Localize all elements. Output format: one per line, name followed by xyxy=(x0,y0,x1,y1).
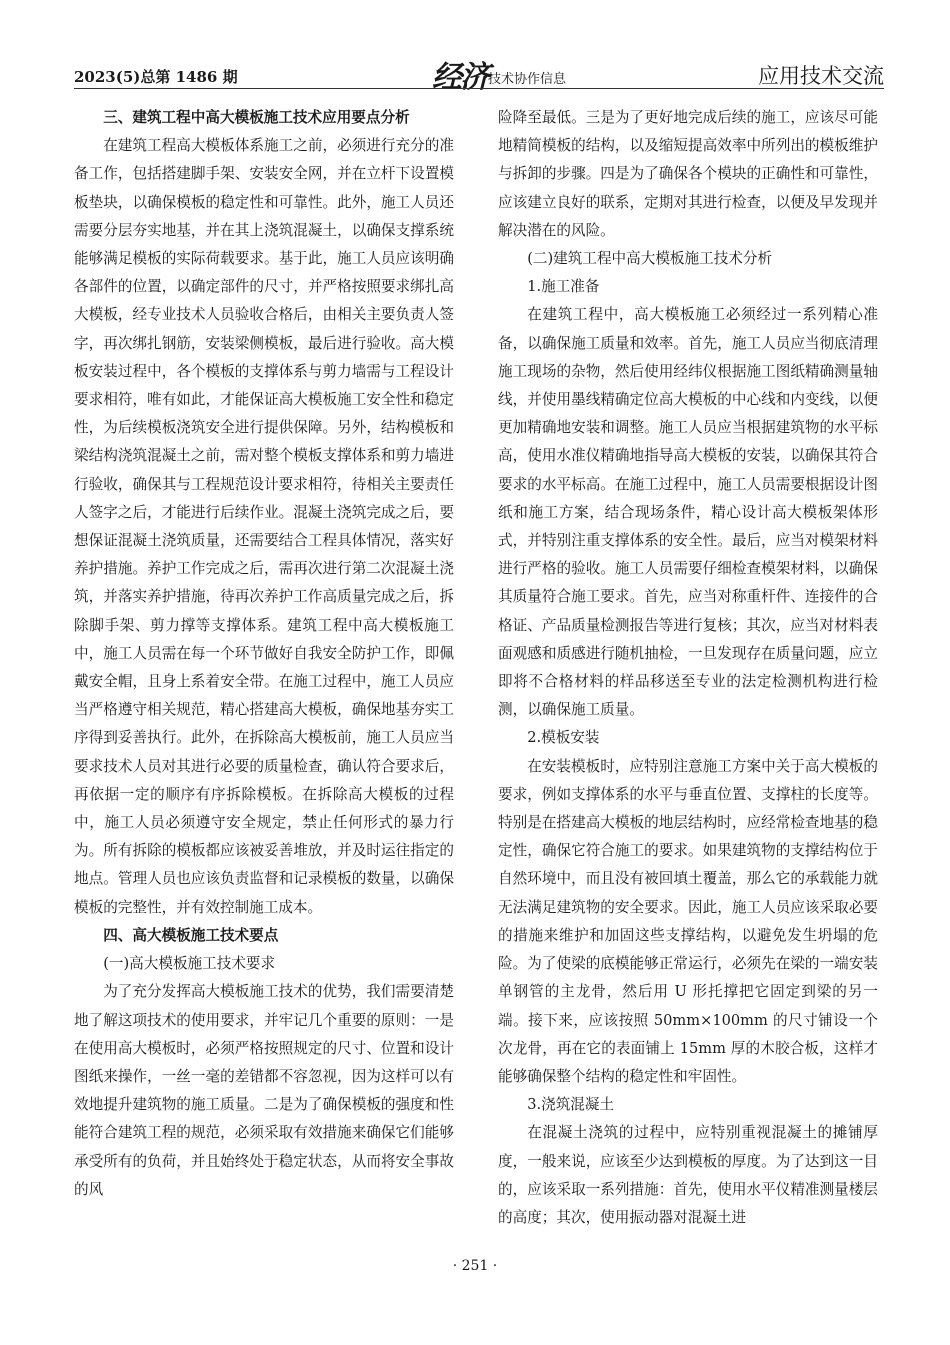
journal-name: 技术协作信息 xyxy=(488,72,567,87)
subsection-title: 1.施工准备 xyxy=(527,278,600,296)
subsection-title: 3.浇筑混凝土 xyxy=(527,1096,615,1114)
paragraph: 在建筑工程中，高大模板施工必须经过一系列精心准备，以确保施工质量和效率。首先，施工人员应当彻底清理施工现场的杂物，然后使用经纬仪根据施工图纸精确测量轴线，并使用墨线精确定位高大模板的中心线和内变线，以便更加精确地安装和调整。施工人员应当根据建筑物的水平标高，使用水准仪精确地指导高大模板的安装，以确保其符合要求的水平标高。在施工过程中，施工人员需要根据设计图纸和施工方案，结合现场条件，精心设计高大模板架体形式，并特别注重支撑体系的安全性。最后，应当对模架材料进行严格的验收。施工人员需要仔细检查模架材料，以确保其质量符合施工要求。首先，应当对称重杆件、连接件的合格证、产品质量检测报告等进行复核；其次，应当对材料表面观感和质感进行随机抽检，一旦发现存在质量问题，应立即将不合格材料的样品移送至专业的法定检测机构进行检测，以确保施工质量。 xyxy=(498,306,878,719)
paragraph: 在建筑工程高大模板体系施工之前，必须进行充分的准备工作，包括搭建脚手架、安装安全网，并在立杆下设置模板垫块，以确保模板的稳定性和可靠性。此外，施工人员还需要分层夯实地基，并在其上浇筑混凝土，以确保支撑系统能够满足模板的实际荷载要求。基于此，施工人员应该明确各部件的位置，以确定部件的尺寸，并严格按照要求绑扎高大模板，经专业技术人员验收合格后，由相关主要负责人签字，再次绑扎钢筋，安装梁侧模板，最后进行验收。高大模板安装过程中，各个模板的支撑体系与剪力墙需与工程设计要求相符，唯有如此，才能保证高大模板施工安全性和稳定性，为后续模板浇筑安全进行提供保障。另外，结构模板和梁结构浇筑混凝土之前，需对整个模板支撑体系和剪力墙进行验收，确保其与工程规范设计要求相符，待相关主要责任人签字之后，才能进行后续作业。混凝土浇筑完成之后，要想保证混凝土浇筑质量，还需要结合工程具体情况，落实好养护措施。养护工作完成之后，需再次进行第二次混凝土浇筑，并落实养护措施，待再次养护工作高质量完成之后，拆除脚手架、剪力撑等支撑体系。建筑工程中高大模板施工中，施工人员需在每一个环节做好自我安全防护工作，即佩戴安全帽，且身上系着安全带。在施工过程中，施工人员应当严格遵守相关规范，精心搭建高大模板，确保地基夯实工序得到妥善执行。此外，在拆除高大模板前，施工人员应当要求技术人员对其进行必要的质量检查，确认符合要求后，再依据一定的顺序有序拆除模板。在拆除高大模板的过程中，施工人员必须遵守安全规定，禁止任何形式的暴力行为。所有拆除的模板都应该被妥善堆放，并及时运往指定的地点。管理人员也应该负责监督和记录模板的数量，以确保模板的完整性，并有效控制施工成本。 xyxy=(74,137,454,916)
right-column xyxy=(498,104,878,1232)
journal-logo: 经济 xyxy=(432,60,488,95)
paragraph: 在混凝土浇筑的过程中，应特别重视混凝土的摊铺厚度，一般来说，应该至少达到模板的厚度。为了达到这一目的，应该采取一系列措施：首先，使用水平仪精准测量楼层的高度；其次，使用振动器对混凝土进 xyxy=(498,1124,878,1226)
paragraph: 险降至最低。三是为了更好地完成后续的施工，应该尽可能地精简模板的结构，以及缩短提高效率中所列出的模板维护与拆卸的步骤。四是为了确保各个模块的正确性和可靠性，应该建立良好的联系，定期对其进行检查，以便及早发现并解决潜在的风险。 xyxy=(498,109,878,239)
heading-section-4: 四、高大模板施工技术要点 xyxy=(103,926,279,944)
heading-section-3: 三、建筑工程中高大模板施工技术应用要点分析 xyxy=(103,109,410,126)
page-number: · 251 · xyxy=(452,1258,498,1274)
header-rule xyxy=(74,88,884,89)
subsection-title: 2.模板安装 xyxy=(527,729,600,747)
paragraph: 在安装模板时，应特别注意施工方案中关于高大模板的要求，例如支撑体系的水平与垂直位置、支撑柱的长度等。特别是在搭建高大模板的地层结构时，应经常检查地基的稳定性，确保它符合施工的要求。如果建筑物的支撑结构位于自然环境中，而且没有被回填土覆盖，那么它的承载能力就无法满足建筑物的安全要求。因此，施工人员应该采取必要的措施来维护和加固这些支撑结构，以避免发生坍塌的危险。为了使梁的底模能够正常运行，必须先在梁的一端安装单钢管的主龙骨，然后用 U 形托撑把它固定到梁的另一端。接下来，应该按照 50mm×100mm 的尺寸铺设一个次龙骨，再在它的表面铺上 15mm 厚的木胶合板，这样才能够确保整个结构的稳定性和牢固性。 xyxy=(498,757,878,1085)
issue-number: 2023(5)总第 1486 期 xyxy=(74,68,238,86)
left-column xyxy=(74,104,454,1204)
subheading: (一)高大模板施工技术要求 xyxy=(103,955,276,973)
section-title: 应用技术交流 xyxy=(758,64,884,88)
paragraph: 为了充分发挥高大模板施工技术的优势，我们需要清楚地了解这项技术的使用要求，并牢记几个重要的原则：一是在使用高大模板时，必须严格按照规定的尺寸、位置和设计图纸来操作，一丝一毫的差错都不容忽视，因为这样可以有效地提升建筑物的施工质量。二是为了确保模板的强度和性能符合建筑工程的规范，必须采取有效措施来确保它们能够承受所有的负荷，并且始终处于稳定状态，从而将安全事故的风 xyxy=(74,983,454,1198)
page-header xyxy=(74,52,884,95)
subheading: (二)建筑工程中高大模板施工技术分析 xyxy=(527,250,773,268)
